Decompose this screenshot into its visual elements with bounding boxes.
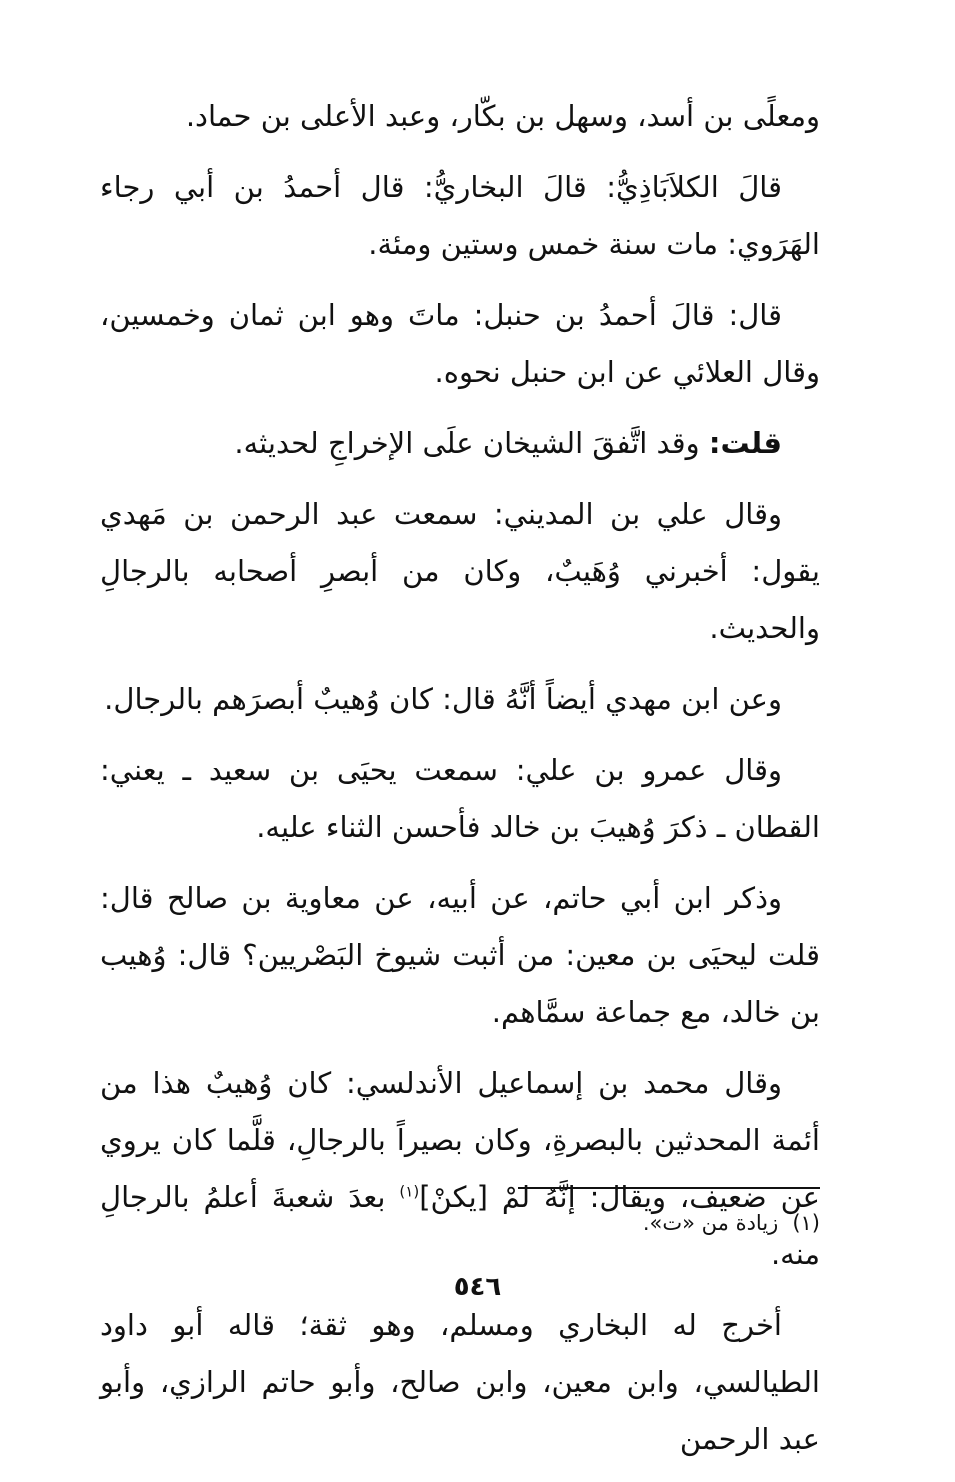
paragraph-10 [100, 1297, 820, 1468]
paragraph-bold-lead: قلت: [708, 426, 782, 460]
paragraph-text: ومعلًى بن أسد، وسهل بن بكّار، وعبد الأعلى بن حماد. [185, 99, 820, 133]
footnote-reference[interactable]: (١) [399, 1182, 420, 1201]
paragraph-2 [100, 159, 820, 273]
paragraph-text: قالَ الكلاَبَاذِيُّ: قالَ البخاريُّ: قال أحمدُ بن أبي رجاء الهَرَوي: مات سنة خمس وستين ومئة. [100, 170, 820, 261]
paragraph-1 [100, 88, 820, 145]
paragraph-4 [100, 415, 820, 472]
paragraph-6 [100, 671, 820, 728]
footnote-separator [518, 1187, 820, 1189]
paragraph-text: وقال محمد بن إسماعيل الأندلسي: كان وُهيبٌ هذا من أئمة المحدثين بالبصرةِ، وكان بصيراً بالرجالِ، قلَّما كان يروي عن ضعيف، ويقال: إنَّهُ لمْ [يكنْ] [100, 1066, 820, 1214]
paragraph-text: وقد اتَّفقَ الشيخان علَى الإخراجِ لحديثه. [234, 426, 709, 460]
paragraph-text: أخرج له البخاري ومسلم، وهو ثقة؛ قاله أبو داود الطيالسي، وابن معين، وابن صالح، وأبو حاتم الرازي، وأبو عبد الرحمن [100, 1308, 820, 1456]
paragraph-text: وعن ابن مهدي أيضاً أنَّهُ قال: كان وُهيبٌ أبصرَهم بالرجال. [104, 682, 782, 716]
page-number: ٥٤٦ [453, 1272, 502, 1302]
footnote-text: زيادة من «ت». [642, 1211, 779, 1235]
footnote [500, 1206, 820, 1240]
paragraph-5 [100, 486, 820, 657]
paragraph-9 [100, 1055, 820, 1283]
paragraph-text: وقال عمرو بن علي: سمعت يحيَى بن سعيد ـ يعني: القطان ـ ذكرَ وُهيبَ بن خالد فأحسن الثناء عليه. [100, 753, 820, 844]
paragraph-7 [100, 742, 820, 856]
paragraph-text: وذكر ابن أبي حاتم، عن أبيه، عن معاوية بن صالح قال: قلت ليحيَى بن معين: من أثبت شيوخ البَصْريين؟ قال: وُهيب بن خالد، مع جماعة سمَّاهم. [100, 881, 820, 1029]
paragraph-text: وقال علي بن المديني: سمعت عبد الرحمن بن مَهدي يقول: أخبرني وُهَيبٌ، وكان من أبصرِ أصحابه بالرجالِ والحديث. [100, 497, 820, 645]
paragraph-text-after: بعدَ شعبةَ أعلمُ بالرجالِ منه. [100, 1180, 820, 1271]
paragraph-text: قال: قالَ أحمدُ بن حنبل: ماتَ وهو ابن ثمان وخمسين، وقال العلائي عن ابن حنبل نحوه. [100, 298, 820, 389]
paragraph-3 [100, 287, 820, 401]
paragraph-8 [100, 870, 820, 1041]
footnote-number: (١) [792, 1211, 820, 1235]
